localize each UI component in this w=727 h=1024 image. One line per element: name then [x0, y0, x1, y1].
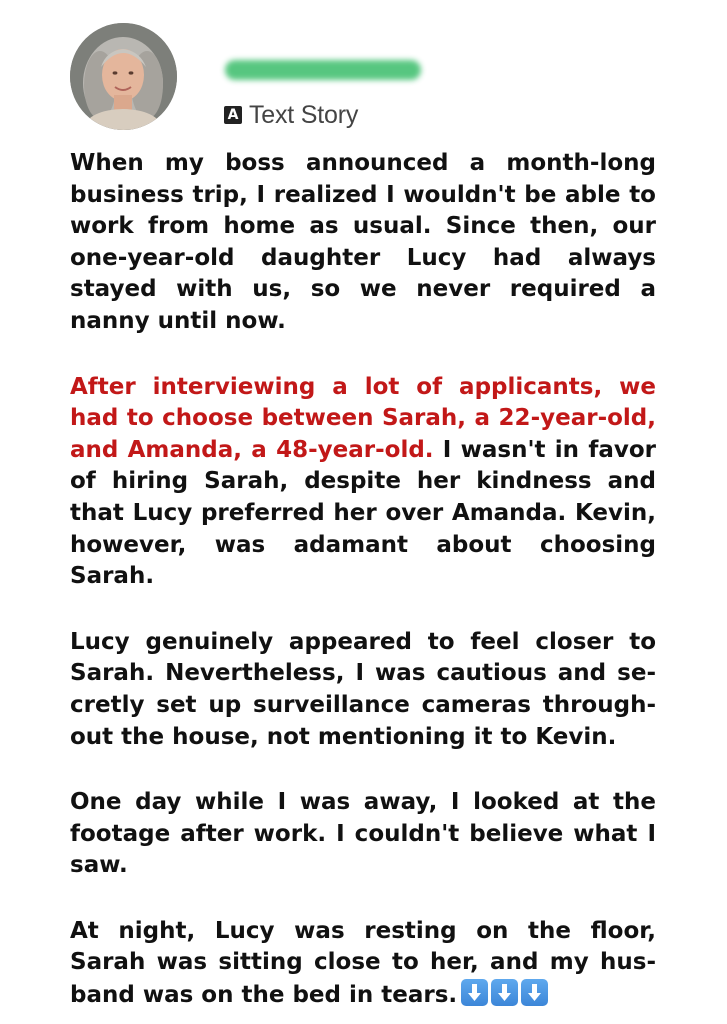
story-paragraph-4: One day while I was away, I looked at the footage after work. I couldn't believe what I saw.: [70, 789, 656, 879]
post-type: [224, 100, 358, 130]
down-arrows: [461, 979, 548, 1006]
story-paragraph-2-rest: I wasn't in favor of hiring Sarah, despite her kindness and that Lucy preferred her over Amanda. Kevin, however, was adamant about choosing Sarah.: [70, 436, 656, 590]
post-type-label: Text Story: [249, 100, 359, 129]
post-header: [0, 0, 727, 140]
story-paragraph-1: When my boss announced a month-long business trip, I realized I wouldn't be able to work from home as usual. Since then, our one-year-old daughter Lucy had always stayed with us, so we never required a nanny until now.: [70, 150, 656, 334]
story-body: [70, 148, 656, 1012]
text-story-icon: A: [224, 106, 242, 124]
down-arrow-icon: [461, 979, 488, 1006]
highlighted-text: After interviewing a lot of applicants, we had to choose between Sarah, a 22-year-old, and Amanda, a 48-year-old.: [70, 373, 656, 463]
down-arrow-icon: [521, 979, 548, 1006]
avatar[interactable]: [70, 23, 177, 130]
story-paragraph-3: Lucy genuinely appeared to feel closer to Sarah. Nevertheless, I was cautious and secretly set up surveillance cameras throughout the house, not mentioning it to Kevin.: [70, 628, 656, 750]
down-arrow-icon: [491, 979, 518, 1006]
story-paragraph-2: [70, 372, 656, 593]
story-paragraph-5-text: At night, Lucy was resting on the floor, Sarah was sitting close to her, and my husband was on the bed in tears.: [70, 917, 656, 1009]
author-name-redacted: [225, 60, 421, 80]
story-paragraph-5: [70, 916, 656, 1012]
